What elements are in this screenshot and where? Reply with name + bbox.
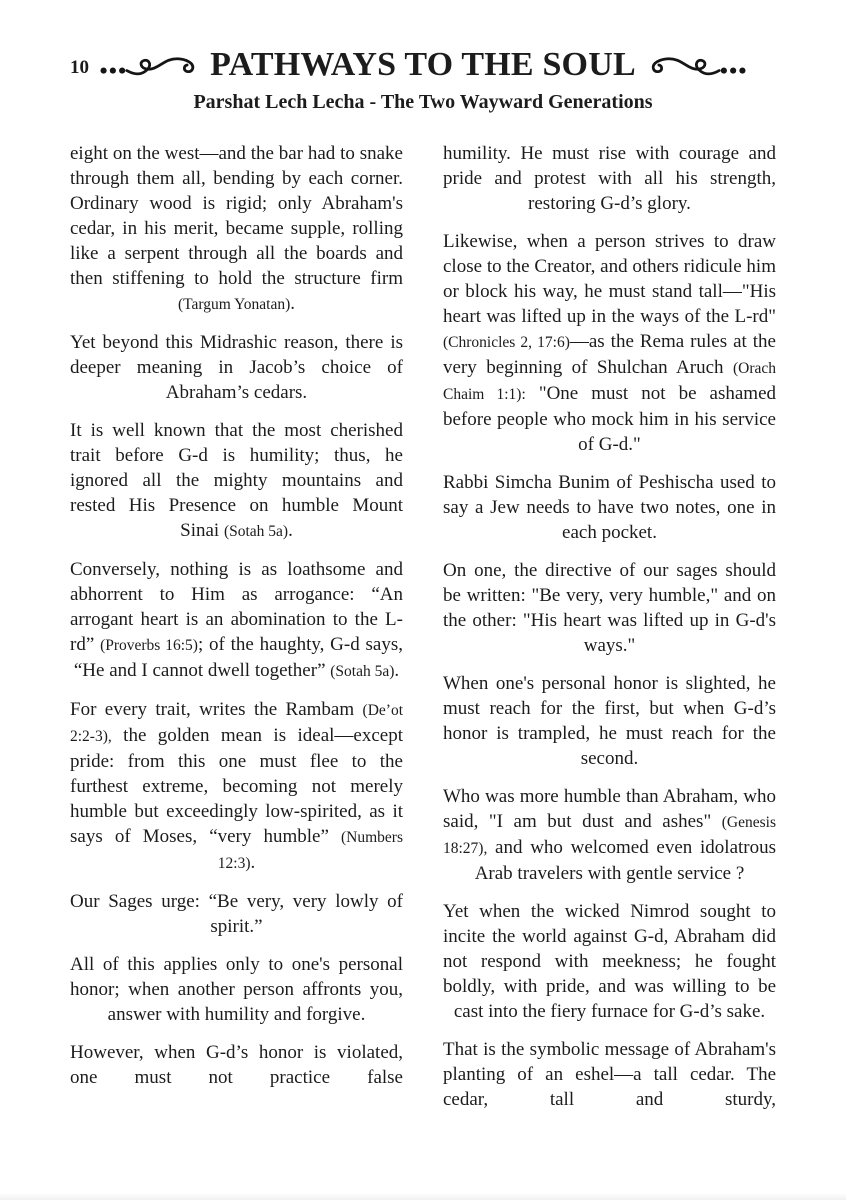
text-run: However, when G-d’s honor is violated, one must not practice false — [70, 1042, 403, 1088]
text-run: It is well known that the most cherished trait before G-d is humility; thus, he ignored all the mighty mountains and rested His Presence on humble Mount Sinai — [70, 420, 403, 541]
paragraph — [443, 784, 776, 886]
text-run: Yet beyond this Midrashic reason, there is deeper meaning in Jacob’s choice of Abraham’s cedars. — [70, 332, 403, 403]
text-run: and who welcomed even idolatrous Arab travelers with gentle service ? — [474, 837, 776, 884]
text-run: eight on the west—and the bar had to snake through them all, bending by each corner. Ordinary wood is rigid; only Abraham's cedar, in his merit, became supple, rolling like a serpent through all the boards and then stiffening to hold the structure firm — [70, 143, 403, 289]
citation: (Chronicles 2, 17:6) — [443, 334, 570, 351]
paragraph — [70, 952, 403, 1027]
page-number: 10 — [70, 57, 89, 78]
paragraph — [70, 418, 403, 544]
paragraph — [443, 1037, 776, 1112]
paragraph — [70, 330, 403, 405]
title-row — [0, 44, 846, 86]
text-run: That is the symbolic message of Abraham's planting of an eshel—a tall cedar. The cedar, tall and sturdy, — [443, 1039, 776, 1110]
paragraph — [443, 470, 776, 545]
text-run: ; of the haughty, G-d says, “He and I cannot dwell together” — [73, 634, 403, 681]
text-run: Who was more humble than Abraham, who said, "I am but dust and ashes" — [443, 786, 776, 832]
citation: (De’ot 2:2-3), — [70, 702, 403, 745]
paragraph — [70, 557, 403, 684]
text-run: When one's personal honor is slighted, he must reach for the first, but when G-d’s honor is trampled, he must reach for the second. — [443, 673, 776, 769]
text-run: . — [288, 520, 293, 541]
page-header — [0, 0, 846, 114]
text-run: Conversely, nothing is as loathsome and abhorrent to Him as arrogance: “An arrogant heart is an abomination to the L-rd” — [70, 559, 403, 655]
paragraph — [70, 141, 403, 317]
paragraph — [443, 141, 776, 216]
right-column — [443, 141, 776, 1125]
text-run: On one, the directive of our sages should be written: "Be very, very humble," and on the other: "His heart was lifted up in G-d's ways." — [443, 560, 776, 656]
text-run: . — [290, 293, 296, 314]
flourish-right-icon — [644, 50, 748, 80]
paragraph — [70, 1040, 403, 1090]
flourish-left-icon — [98, 50, 202, 80]
paragraph — [70, 889, 403, 939]
citation: (Orach Chaim 1:1): — [443, 360, 776, 403]
citation: (Sotah 5a) — [330, 663, 395, 680]
paragraph — [443, 671, 776, 771]
page-title: PATHWAYS TO THE SOUL — [210, 46, 636, 83]
text-run: . — [394, 660, 400, 681]
text-run: . — [250, 852, 256, 873]
body-content — [0, 141, 846, 1125]
text-run: Rabbi Simcha Bunim of Peshischa used to say a Jew needs to have two notes, one in each pocket. — [443, 472, 776, 543]
text-run: Yet when the wicked Nimrod sought to incite the world against G-d, Abraham did not respond with meekness; he fought boldly, with pride, and was willing to be cast into the fiery furnace for G-d’s sake. — [443, 901, 776, 1022]
text-run: Likewise, when a person strives to draw close to the Creator, and others ridicule him or block his way, he must stand tall—"His heart was lifted up in the ways of the L-rd" — [443, 231, 776, 327]
citation: (Proverbs 16:5) — [100, 637, 198, 654]
paragraph — [443, 229, 776, 457]
page-subtitle: Parshat Lech Lecha - The Two Wayward Generations — [193, 91, 653, 113]
text-run: the golden mean is ideal—except pride: from this one must flee to the furthest extreme, becoming not merely humble but exceedingly low-spirited, as it says of Moses, “very humble” — [70, 725, 403, 847]
text-run: —as the Rema rules at the very beginning of Shulchan Aruch — [443, 331, 776, 378]
text-run: All of this applies only to one's personal honor; when another person affronts you, answer with humility and forgive. — [70, 954, 403, 1025]
citation: (Genesis 18:27), — [443, 814, 776, 857]
text-run: Our Sages urge: “Be very, very lowly of spirit.” — [70, 891, 403, 937]
text-run: humility. He must rise with courage and pride and protest with all his strength, restoring G-d’s glory. — [443, 143, 776, 214]
paragraph — [443, 899, 776, 1024]
text-run: For every trait, writes the Rambam — [70, 699, 363, 720]
paragraph — [443, 558, 776, 658]
text-run: "One must not be ashamed before people who mock him in his service of G-d." — [443, 383, 777, 455]
page-edge-shadow — [0, 1193, 846, 1200]
citation: (Targum Yonatan) — [177, 296, 291, 313]
paragraph — [70, 697, 403, 876]
citation: (Numbers 12:3) — [217, 829, 403, 872]
left-column — [70, 141, 403, 1125]
citation: (Sotah 5a) — [223, 523, 289, 540]
